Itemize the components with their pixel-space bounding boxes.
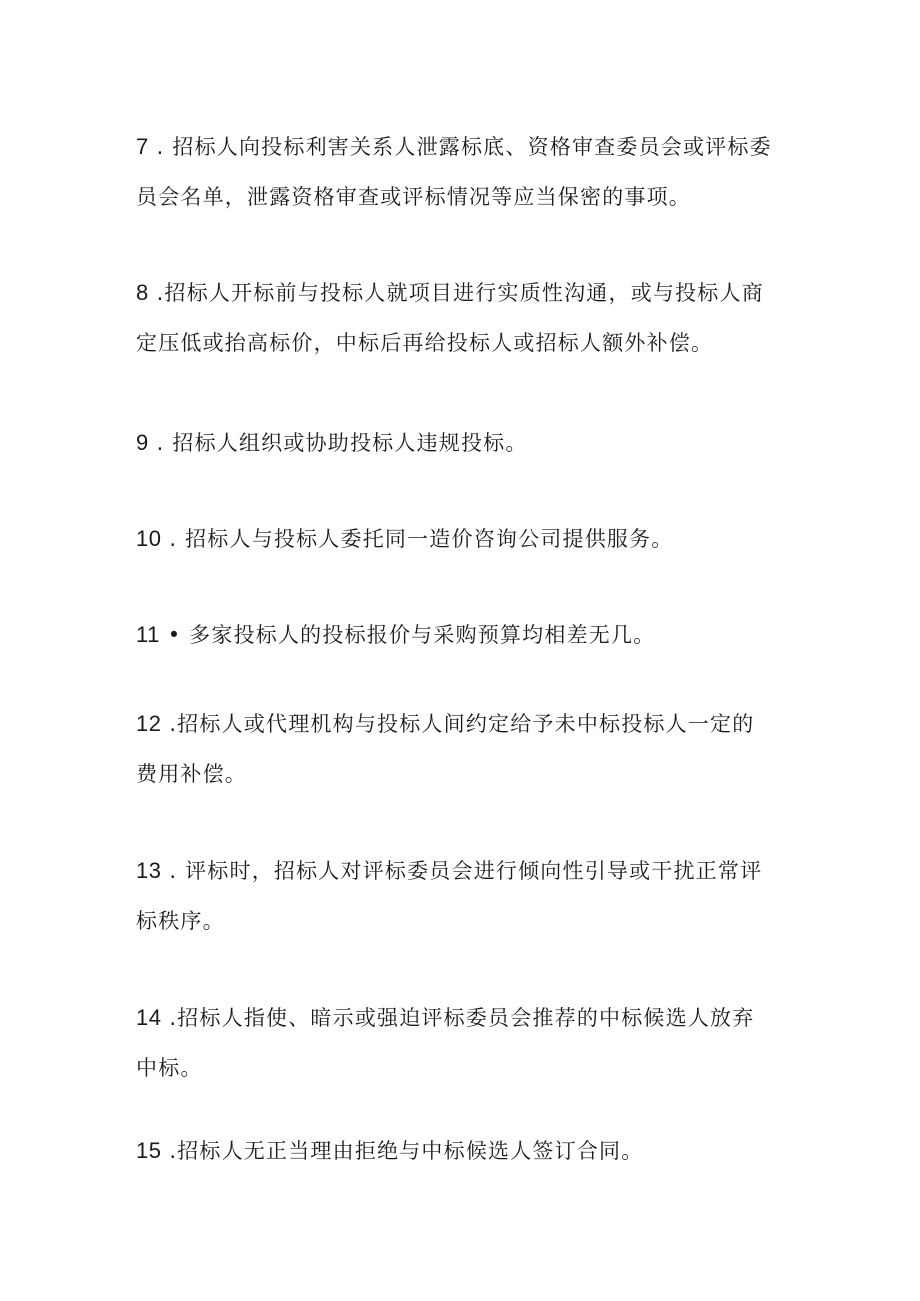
item-number: 9 <box>136 430 149 455</box>
list-item-14 <box>136 992 796 1094</box>
list-item-10 <box>136 513 796 564</box>
item-text: .招标人开标前与投标人就项目进行实质性沟通，或与投标人商 <box>148 281 764 305</box>
item-line <box>136 992 796 1043</box>
list-item-9 <box>136 417 796 468</box>
item-text: • 多家投标人的投标报价与采购预算均相差无几。 <box>159 623 656 647</box>
item-text: . 招标人组织或协助投标人违规投标。 <box>148 431 528 455</box>
item-number: 8 <box>136 280 149 305</box>
item-number: 14 <box>136 1005 162 1030</box>
item-number: 15 <box>136 1138 162 1163</box>
list-item-7 <box>136 121 796 223</box>
item-line <box>136 513 796 564</box>
item-line <box>136 121 796 172</box>
item-number: 10 <box>136 526 162 551</box>
item-text: .招标人指使、暗示或强迫评标委员会推荐的中标候选人放弃 <box>161 1006 755 1030</box>
list-item-8 <box>136 267 796 369</box>
item-number: 7 <box>136 134 149 159</box>
item-text: . 评标时，招标人对评标委员会进行倾向性引导或干扰正常评 <box>161 859 763 883</box>
item-line <box>136 845 796 896</box>
list-item-12 <box>136 698 796 800</box>
item-number: 12 <box>136 711 162 736</box>
item-number: 13 <box>136 858 162 883</box>
item-line: 中标。 <box>136 1056 203 1080</box>
item-line: 员会名单，泄露资格审查或评标情况等应当保密的事项。 <box>136 185 691 209</box>
item-text: . 招标人与投标人委托同一造价咨询公司提供服务。 <box>161 527 674 551</box>
item-line: 定压低或抬高标价，中标后再给投标人或招标人额外补偿。 <box>136 331 714 355</box>
item-line <box>136 267 796 318</box>
item-line <box>136 698 796 749</box>
item-text: .招标人无正当理由拒绝与中标候选人签订合同。 <box>161 1139 644 1163</box>
list-item-15 <box>136 1125 796 1176</box>
item-line <box>136 609 796 660</box>
item-line <box>136 417 796 468</box>
item-text: .招标人或代理机构与投标人间约定给予未中标投标人一定的 <box>161 712 755 736</box>
item-line: 费用补偿。 <box>136 762 247 786</box>
item-number: 11 <box>136 622 160 647</box>
item-text: . 招标人向投标利害关系人泄露标底、资格审查委员会或评标委 <box>148 135 772 159</box>
item-line <box>136 1125 796 1176</box>
list-item-11 <box>136 609 796 660</box>
item-line: 标秩序。 <box>136 909 225 933</box>
list-item-13 <box>136 845 796 947</box>
